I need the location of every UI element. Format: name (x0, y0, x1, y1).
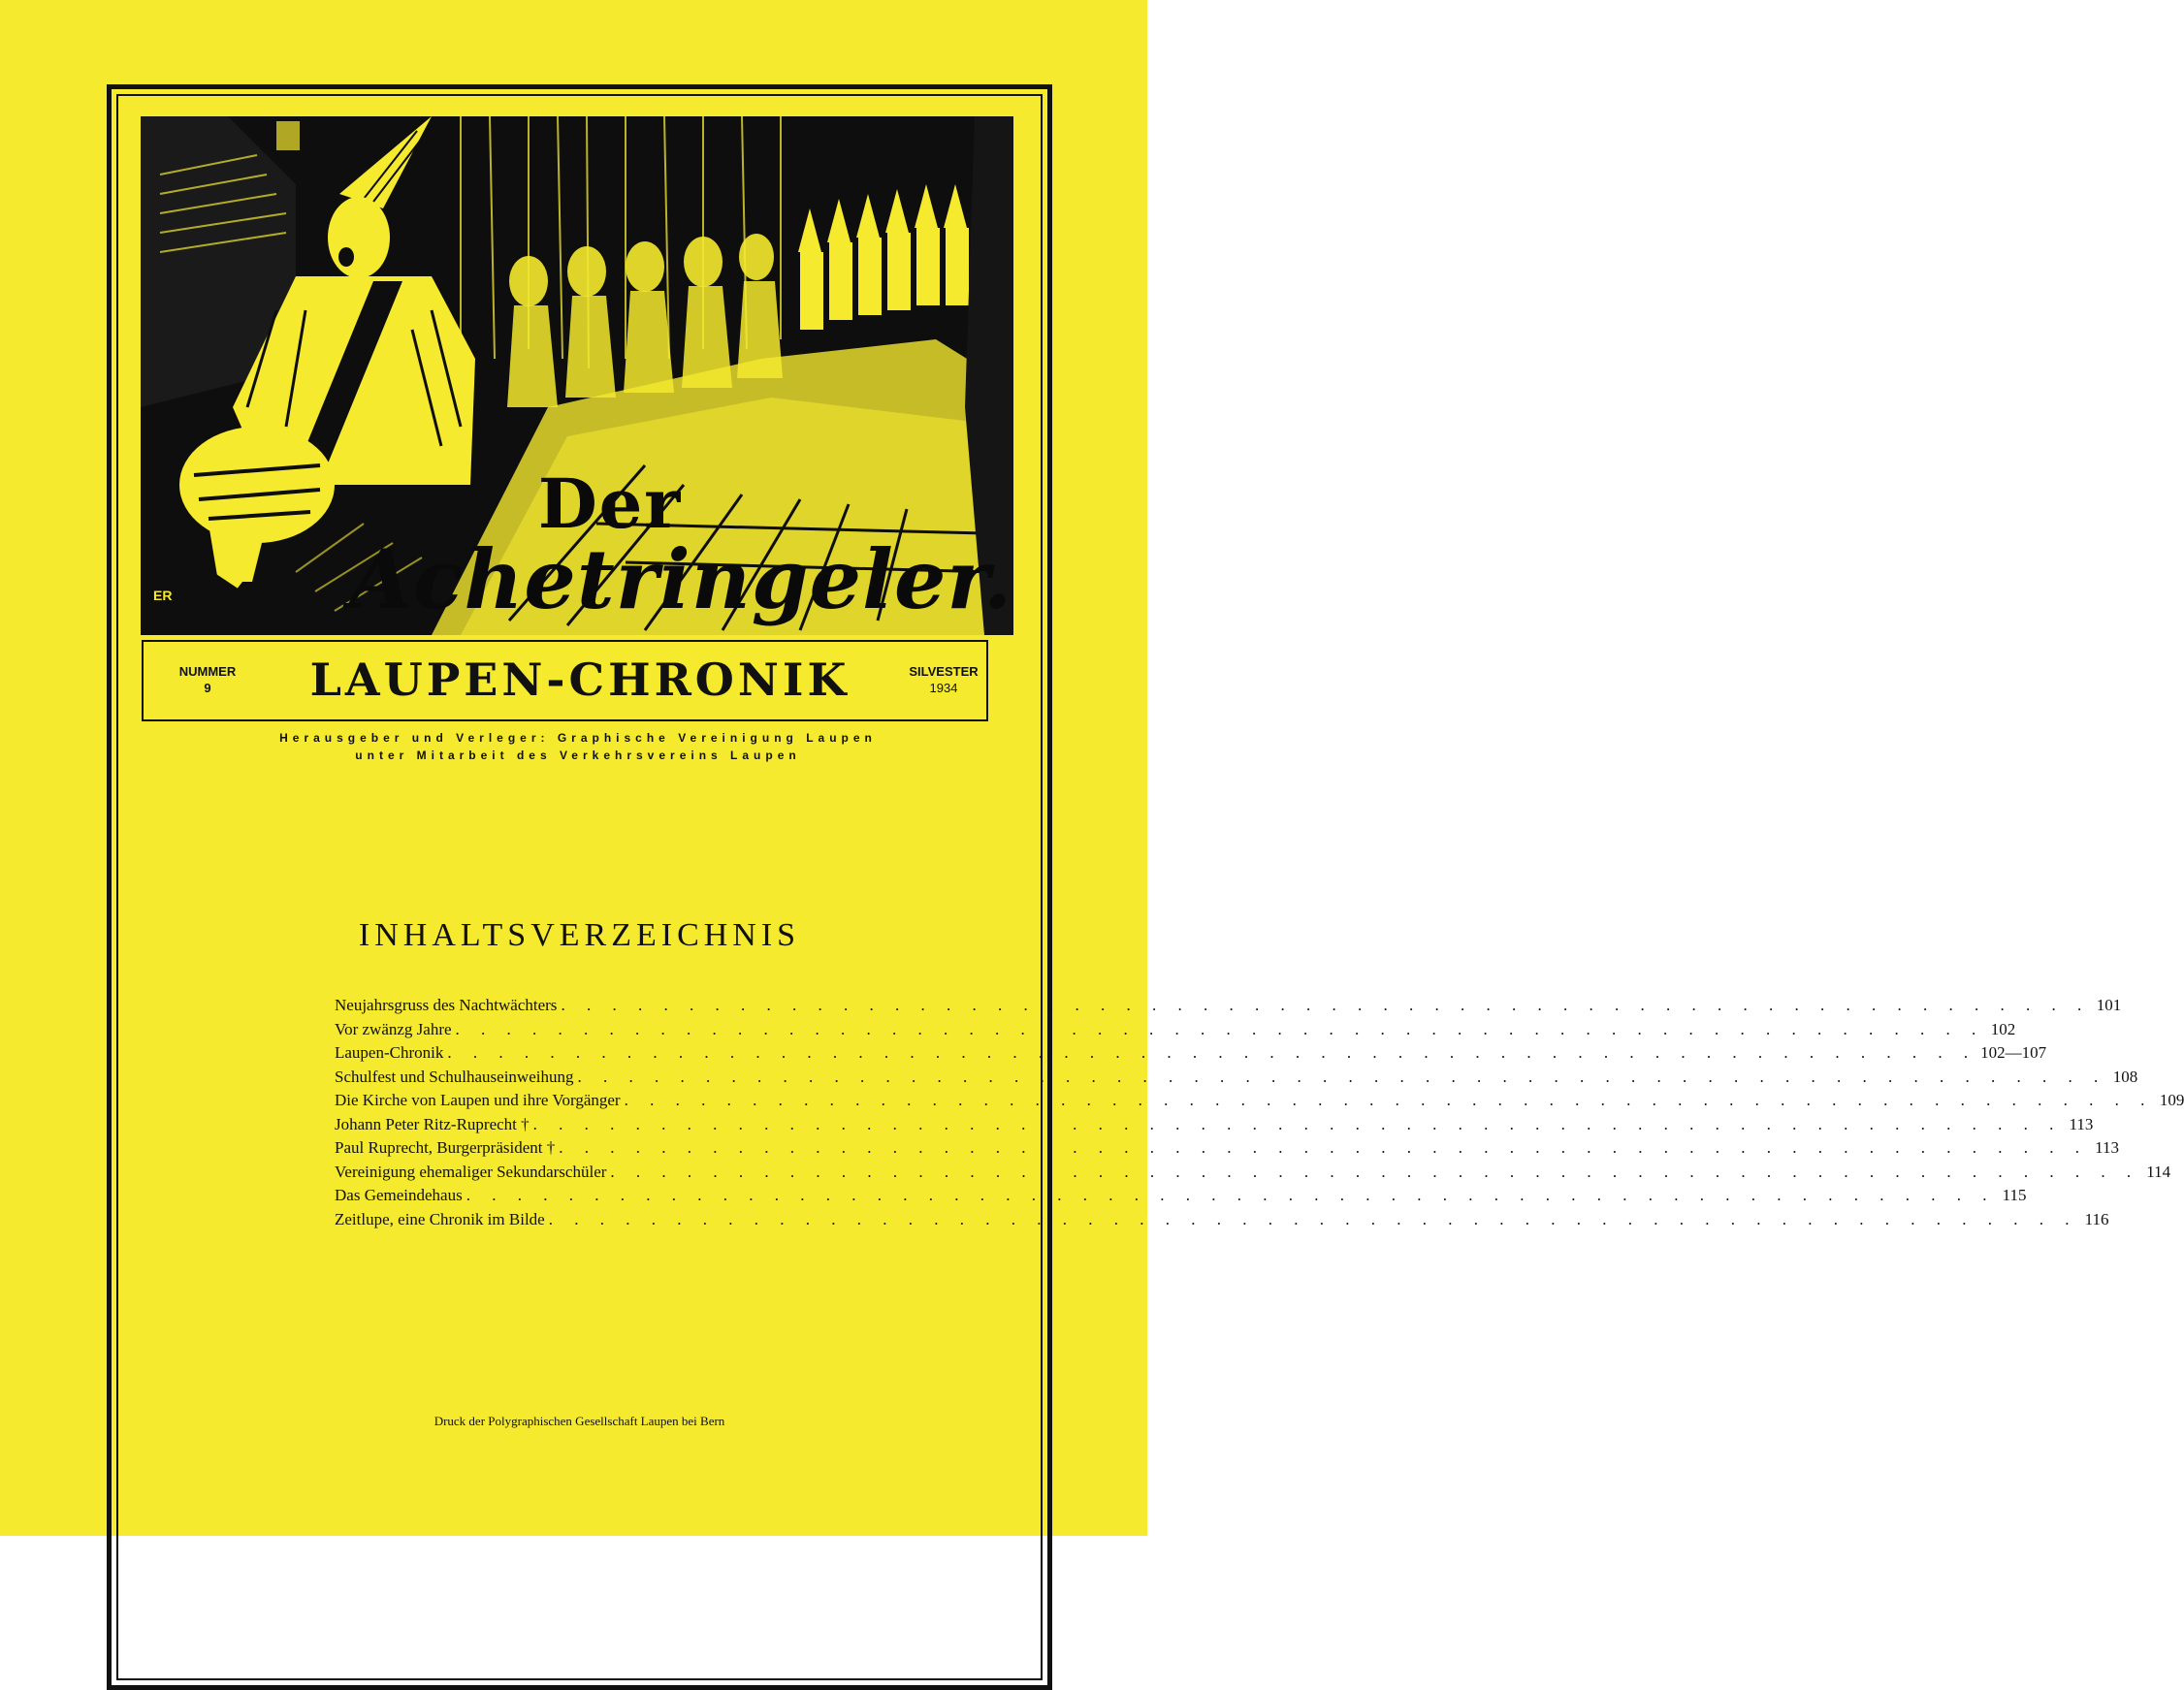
toc-leader-dots: . . . . . . . . . . . . . . . . . . . . . . . . . . . . . . . . . . . . . . . . . . . . . . . . . . . . . . . . . . . . (559, 1138, 2089, 1157)
toc-entry (335, 1162, 2171, 1187)
toc-entry (335, 1209, 2109, 1234)
toc-leader-dots: . . . . . . . . . . . . . . . . . . . . . . . . . . . . . . . . . . . . . . . . . . . . . . . . . . . . . . . . . . . . (455, 1019, 1985, 1038)
toc-entry (335, 1186, 2027, 1210)
toc-entry-title: Johann Peter Ritz-Ruprecht † (335, 1114, 530, 1133)
toc-leader-dots: . . . . . . . . . . . . . . . . . . . . . . . . . . . . . . . . . . . . . . . . . . . . . . . . . . . . . . . . . . . . (561, 996, 2091, 1014)
toc-leader-dots: . . . . . . . . . . . . . . . . . . . . . . . . . . . . . . . . . . . . . . . . . . . . . . . . . . . . . . . . . . . . (466, 1186, 1996, 1204)
toc-entry-title: Vor zwänzg Jahre (335, 1019, 452, 1038)
issue-number-block (169, 663, 246, 696)
publisher-line-2: unter Mitarbeit des Verkehrsvereins Laupen (355, 749, 801, 762)
toc-entry-page: 101 (2096, 996, 2122, 1014)
toc-entry-page: 108 (2112, 1067, 2138, 1086)
toc-entry-title: Paul Ruprecht, Burgerpräsident † (335, 1138, 556, 1157)
table-of-contents (335, 996, 2184, 1233)
toc-entry-page: 109 (2159, 1091, 2184, 1109)
toc-entry-title: Zeitlupe, eine Chronik im Bilde (335, 1209, 545, 1228)
toc-entry-page: 113 (2069, 1114, 2094, 1133)
toc-leader-dots: . . . . . . . . . . . . . . . . . . . . . . . . . . . . . . . . . . . . . . . . . . . . . . . . . . . . . . . . . . . . (548, 1209, 2078, 1228)
issue-date-value: 1934 (929, 681, 958, 695)
toc-entry (335, 1019, 2016, 1044)
toc-entry (335, 1138, 2120, 1163)
toc-entry (335, 996, 2122, 1020)
toc-leader-dots: . . . . . . . . . . . . . . . . . . . . . . . . . . . . . . . . . . . . . . . . . . . . . . . . . . . . . . . . . . . . (577, 1067, 2107, 1086)
toc-entry-title: Laupen-Chronik (335, 1043, 444, 1062)
masthead (349, 463, 1013, 638)
issue-number-value: 9 (204, 681, 211, 695)
toc-entry-page: 115 (2002, 1186, 2027, 1204)
toc-entry-title: Die Kirche von Laupen und ihre Vorgänger (335, 1091, 621, 1109)
publisher-info (142, 729, 1014, 764)
issue-date-block (900, 663, 987, 696)
toc-leader-dots: . . . . . . . . . . . . . . . . . . . . . . . . . . . . . . . . . . . . . . . . . . . . . . . . . . . . . . . . . . . . (624, 1091, 2154, 1109)
toc-entry-title: Das Gemeindehaus (335, 1186, 463, 1204)
toc-heading: INHALTSVERZEICHNIS (358, 917, 801, 953)
toc-entry-page: 114 (2146, 1162, 2171, 1181)
chronik-title: LAUPEN-CHRONIK (309, 654, 851, 706)
toc-leader-dots: . . . . . . . . . . . . . . . . . . . . . . . . . . . . . . . . . . . . . . . . . . . . . . . . . . . . . . . . . . . . (447, 1043, 1977, 1062)
toc-entry-page: 102—107 (1980, 1043, 2047, 1062)
toc-entry (335, 1043, 2047, 1068)
toc-leader-dots: . . . . . . . . . . . . . . . . . . . . . . . . . . . . . . . . . . . . . . . . . . . . . . . . . . . . . . . . . . . . (610, 1162, 2140, 1181)
toc-entry (335, 1067, 2138, 1092)
toc-entry (335, 1091, 2184, 1115)
toc-entry-page: 102 (1990, 1019, 2016, 1038)
toc-leader-dots: . . . . . . . . . . . . . . . . . . . . . . . . . . . . . . . . . . . . . . . . . . . . . . . . . . . . . . . . . . . . (532, 1114, 2063, 1133)
toc-entry-page: 113 (2095, 1138, 2120, 1157)
toc-entry-page: 116 (2084, 1209, 2109, 1228)
masthead-line-1: Der (538, 463, 683, 544)
toc-entry-title: Neujahrsgruss des Nachtwächters (335, 996, 558, 1014)
artist-initials: ER (153, 588, 173, 603)
issue-date-label: SILVESTER (909, 664, 979, 679)
toc-entry-title: Vereinigung ehemaliger Sekundarschüler (335, 1162, 607, 1181)
title-box (142, 640, 988, 721)
toc-entry (335, 1114, 2094, 1139)
printer-credit: Druck der Polygraphischen Gesellschaft Laupen bei Bern (434, 1414, 725, 1428)
toc-entry-title: Schulfest und Schulhauseinweihung (335, 1067, 574, 1086)
masthead-line-2: Achetringeler. (349, 531, 1013, 627)
issue-number-label: NUMMER (178, 664, 237, 679)
publisher-line-1: Herausgeber und Verleger: Graphische Vereinigung Laupen (279, 731, 877, 745)
